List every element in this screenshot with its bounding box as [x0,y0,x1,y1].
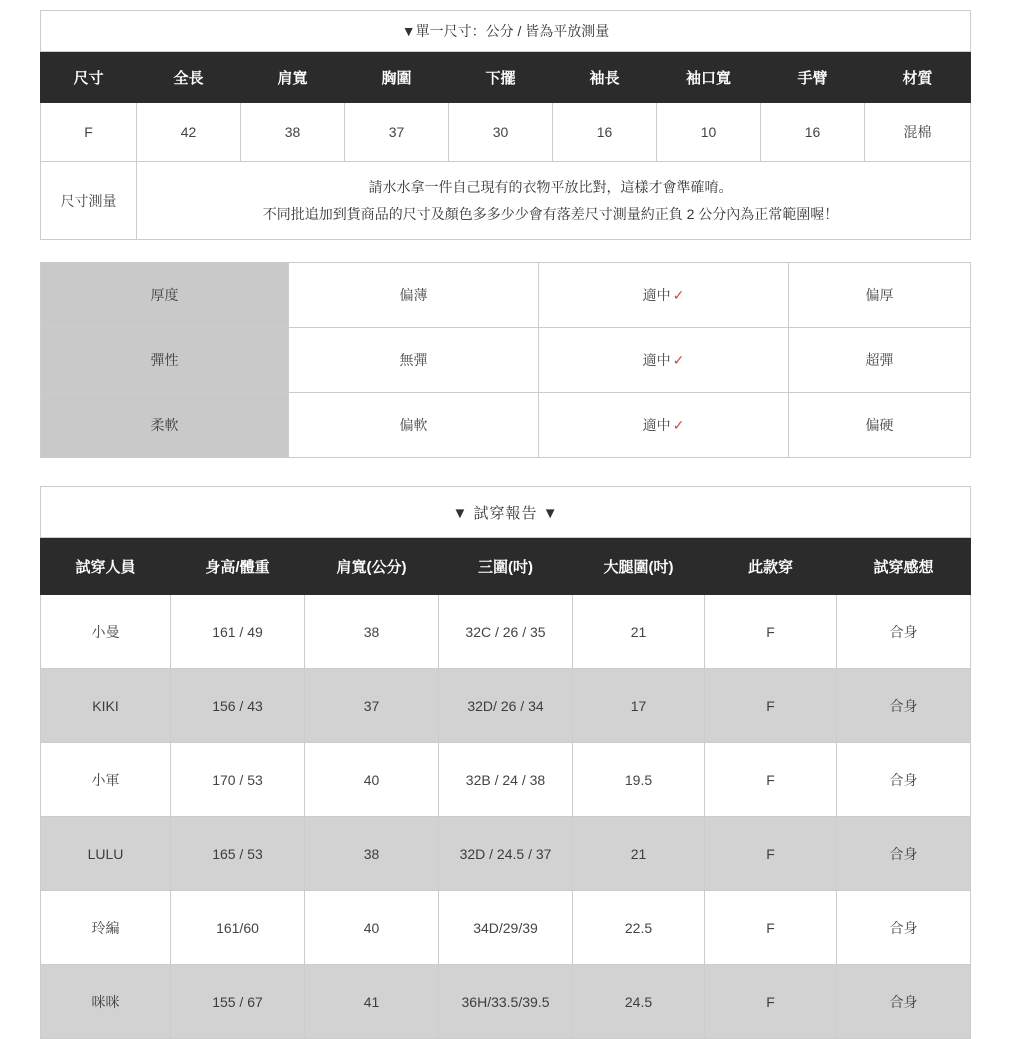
size-header-cell: 尺寸 [41,52,137,103]
fitting-cell: 38 [305,817,439,891]
size-cell: 16 [761,103,865,162]
table-row [41,891,971,965]
feel-option-stiff[interactable] [789,393,971,458]
size-cell: 10 [657,103,761,162]
size-header-cell: 全長 [137,52,241,103]
size-cell: 42 [137,103,241,162]
feel-option-label: 偏軟 [399,417,428,434]
feel-option-medium[interactable] [539,263,789,328]
size-table [40,10,971,240]
feel-option-label: 適中 [642,287,671,304]
size-header-cell: 胸圍 [345,52,449,103]
feel-row-label-elasticity: 彈性 [41,328,289,393]
fitting-cell: 合身 [837,817,971,891]
fitting-cell: 32D / 24.5 / 37 [439,817,573,891]
fitting-cell: 32D/ 26 / 34 [439,669,573,743]
size-note-label: 尺寸測量 [41,162,137,240]
fitting-cell: 合身 [837,743,971,817]
size-header-cell: 肩寬 [241,52,345,103]
spacer [40,240,970,262]
feel-option-medium[interactable] [539,393,789,458]
fitting-cell: 155 / 67 [171,965,305,1039]
fitting-cell: 21 [573,817,705,891]
feel-option-no-stretch[interactable] [289,328,539,393]
table-row [41,817,971,891]
size-caption: ▼單一尺寸：公分 / 皆為平放測量 [41,11,971,52]
feel-option-medium[interactable] [539,328,789,393]
fitting-cell: KIKI [41,669,171,743]
size-note-line: 不同批追加到貨商品的尺寸及顏色多多少少會有落差尺寸測量約正負 2 公分內為正常範圍喔！ [262,205,839,222]
fitting-cell: 合身 [837,891,971,965]
size-note-line: 請水水拿一件自己現有的衣物平放比對，這樣才會準確唷。 [368,179,733,195]
fitting-header-row [41,538,971,595]
size-cell: 16 [553,103,657,162]
feel-option-label: 偏硬 [865,417,894,434]
fitting-header-cell: 試穿人員 [41,538,171,595]
feel-option-label: 適中 [642,352,671,369]
fitting-header-cell: 此款穿 [705,538,837,595]
fitting-header-cell: 試穿感想 [837,538,971,595]
feel-option-thin[interactable] [289,263,539,328]
size-header-cell: 下擺 [449,52,553,103]
fitting-cell: 小軍 [41,743,171,817]
fitting-cell: 38 [305,595,439,669]
fitting-cell: 161/60 [171,891,305,965]
feel-option-very-stretchy[interactable] [789,328,971,393]
size-header-cell: 手臂 [761,52,865,103]
feel-option-label: 無彈 [399,352,428,369]
table-row [41,103,971,162]
size-header-cell: 袖口寬 [657,52,761,103]
fitting-cell: 咪咪 [41,965,171,1039]
fitting-cell: 21 [573,595,705,669]
fitting-cell: 小曼 [41,595,171,669]
feel-option-label: 偏厚 [865,287,894,304]
fitting-cell: 40 [305,891,439,965]
fitting-cell: 合身 [837,669,971,743]
fitting-cell: 37 [305,669,439,743]
fitting-cell: 32B / 24 / 38 [439,743,573,817]
fitting-cell: 34D/29/39 [439,891,573,965]
check-icon: ✓ [672,352,685,369]
feel-option-thick[interactable] [789,263,971,328]
feel-row-label-softness: 柔軟 [41,393,289,458]
table-row [41,328,971,393]
fitting-cell: LULU [41,817,171,891]
fitting-caption-row [41,487,971,538]
fitting-cell: 165 / 53 [171,817,305,891]
table-row [41,393,971,458]
fitting-cell: 24.5 [573,965,705,1039]
size-cell: 38 [241,103,345,162]
size-note-body [137,162,971,240]
fitting-cell: F [705,817,837,891]
spacer [40,458,970,486]
fabric-feel-table [40,262,971,458]
fitting-report-table [40,486,971,1039]
fitting-cell: 合身 [837,595,971,669]
size-cell: F [41,103,137,162]
table-row [41,743,971,817]
size-cell: 30 [449,103,553,162]
size-caption-row [41,11,971,52]
feel-option-label: 超彈 [865,352,894,369]
size-header-cell: 材質 [865,52,971,103]
fitting-cell: 40 [305,743,439,817]
fitting-header-cell: 三圍(吋) [439,538,573,595]
fitting-cell: 22.5 [573,891,705,965]
fitting-cell: F [705,669,837,743]
fitting-cell: 17 [573,669,705,743]
size-cell: 37 [345,103,449,162]
check-icon: ✓ [672,417,685,434]
fitting-cell: F [705,595,837,669]
table-row [41,263,971,328]
fitting-cell: 32C / 26 / 35 [439,595,573,669]
fitting-cell: F [705,743,837,817]
fitting-cell: 161 / 49 [171,595,305,669]
feel-row-label-thickness: 厚度 [41,263,289,328]
feel-option-soft[interactable] [289,393,539,458]
size-header-row [41,52,971,103]
fitting-header-cell: 肩寬(公分) [305,538,439,595]
table-row [41,965,971,1039]
fitting-header-cell: 身高/體重 [171,538,305,595]
fitting-cell: 36H/33.5/39.5 [439,965,573,1039]
size-header-cell: 袖長 [553,52,657,103]
size-note-row [41,162,971,240]
fitting-cell: F [705,965,837,1039]
fitting-cell: 19.5 [573,743,705,817]
fitting-caption: ▼ 試穿報告 ▼ [41,487,971,538]
fitting-cell: F [705,891,837,965]
fitting-cell: 170 / 53 [171,743,305,817]
table-row [41,595,971,669]
fitting-header-cell: 大腿圍(吋) [573,538,705,595]
table-row [41,669,971,743]
feel-option-label: 適中 [642,417,671,434]
fitting-cell: 41 [305,965,439,1039]
size-cell: 混棉 [865,103,971,162]
feel-option-label: 偏薄 [399,287,428,304]
check-icon: ✓ [672,287,685,304]
fitting-cell: 玲編 [41,891,171,965]
fitting-cell: 合身 [837,965,971,1039]
fitting-cell: 156 / 43 [171,669,305,743]
